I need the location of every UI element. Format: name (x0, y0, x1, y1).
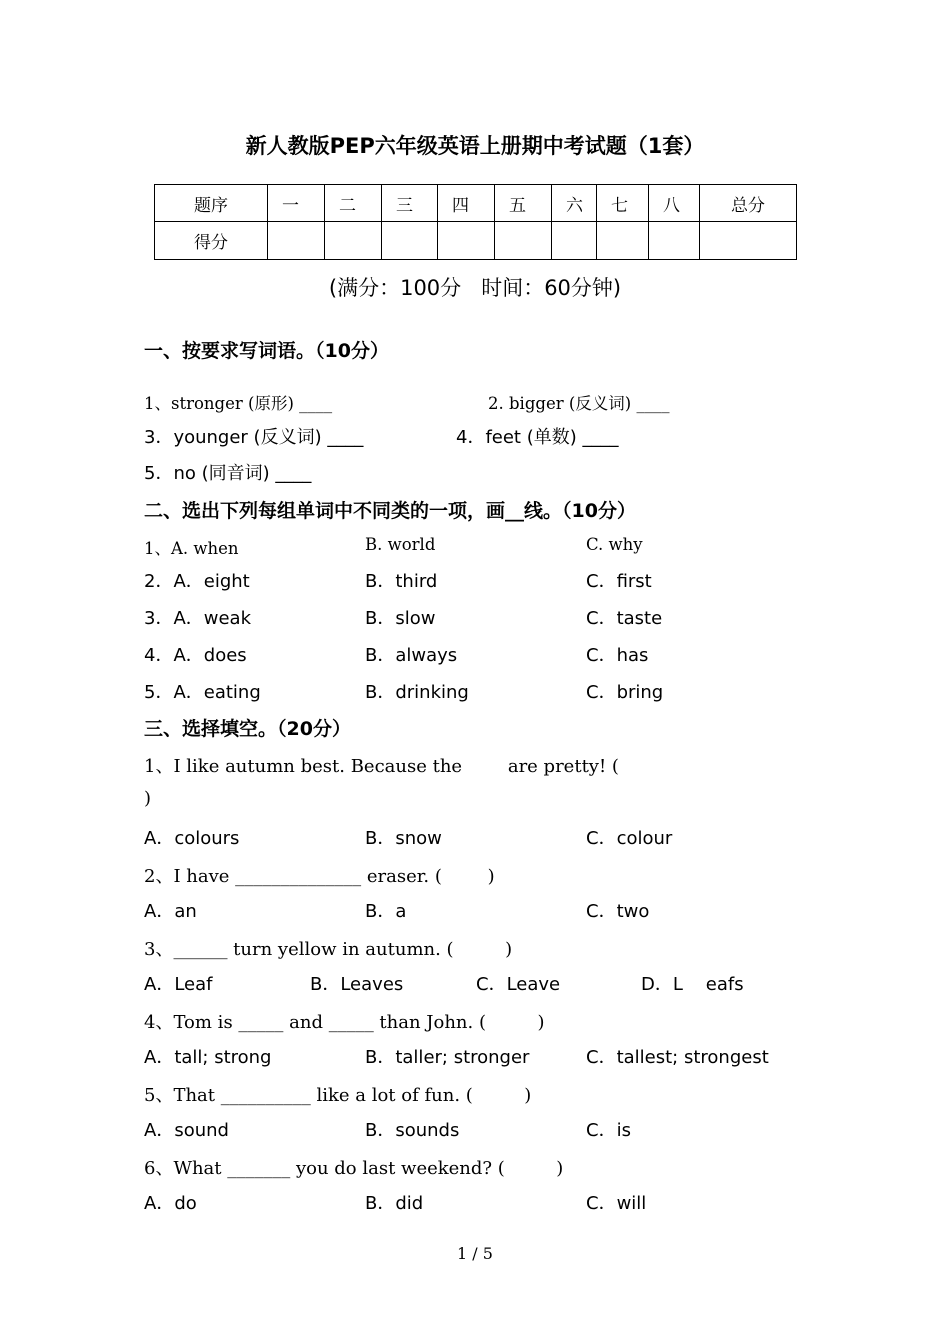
section-3-q2-option-c: C．two (586, 901, 650, 922)
header-cell-3: 三 (382, 185, 438, 222)
header-cell-4: 四 (438, 185, 495, 222)
score-cell[interactable] (438, 222, 495, 260)
section-1-q2: 2. bigger (反义词) ____ (488, 394, 670, 413)
score-cell[interactable] (700, 222, 797, 260)
section-3-q5-option-c: C．is (586, 1120, 631, 1141)
section-2-q3-a: 3．A．weak (144, 608, 252, 629)
header-cell-2: 二 (325, 185, 382, 222)
page-title: 新人教版PEP六年级英语上册期中考试题（1套） (245, 134, 705, 158)
score-cell[interactable] (597, 222, 649, 260)
section-3-q3-option-c: C．Leave (476, 974, 561, 995)
section-2-q1-b: B. world (365, 535, 436, 554)
section-2-q3-c: C．taste (586, 608, 663, 629)
section-2-q2-b: B．third (365, 571, 438, 592)
score-cell[interactable] (382, 222, 438, 260)
section-1-q4: 4．feet (单数) ____ (456, 427, 619, 448)
section-2-q5-a: 5．A．eating (144, 682, 261, 703)
section-3-q5-stem: 5、That __________ like a lot of fun. ( ) (144, 1085, 532, 1106)
header-cell-total: 总分 (700, 185, 797, 222)
section-3-q1-stem-end: ) (144, 788, 152, 809)
section-3-q4-option-a: A．tall; strong (144, 1047, 272, 1068)
section-1-q5: 5．no (同音词) ____ (144, 463, 312, 484)
section-2-q2-a: 2．A．eight (144, 571, 250, 592)
score-cell[interactable] (495, 222, 552, 260)
section-3-q3-option-a: A．Leaf (144, 974, 213, 995)
exam-info: (满分：100分 时间：60分钟) (328, 276, 622, 300)
section-3-q5-option-a: A．sound (144, 1120, 229, 1141)
section-1-q1: 1、stronger (原形) ____ (144, 394, 333, 413)
section-3-q6-option-a: A．do (144, 1193, 197, 1214)
section-2-q2-c: C．first (586, 571, 652, 592)
section-2-q4-b: B．always (365, 645, 458, 666)
section-3-heading: 三、选择填空。（20分） (144, 718, 351, 740)
section-2-q3-b: B．slow (365, 608, 436, 629)
header-cell-8: 八 (649, 185, 700, 222)
section-3-q1-option-c: C．colour (586, 828, 673, 849)
score-cell[interactable] (552, 222, 597, 260)
section-3-q3-option-d: D．L eafs (641, 974, 744, 995)
section-1-heading: 一、按要求写词语。（10分） (144, 340, 389, 362)
section-3-q5-option-b: B．sounds (365, 1120, 460, 1141)
score-cell[interactable] (268, 222, 325, 260)
section-3-q2-option-b: B．a (365, 901, 407, 922)
header-cell-5: 五 (495, 185, 552, 222)
section-3-q4-option-b: B．taller; stronger (365, 1047, 530, 1068)
section-2-q1-c: C. why (586, 535, 643, 554)
section-3-q4-stem: 4、Tom is _____ and _____ than John. ( ) (144, 1012, 545, 1033)
section-3-q4-option-c: C．tallest; strongest (586, 1047, 769, 1068)
section-2-heading: 二、选出下列每组单词中不同类的一项，画__线。（10分） (144, 500, 636, 522)
section-3-q2-stem: 2、I have ______________ eraser. ( ) (144, 866, 495, 887)
section-2-q5-b: B．drinking (365, 682, 469, 703)
header-cell-1: 一 (268, 185, 325, 222)
score-table (154, 184, 797, 260)
header-cell-seq: 题序 (155, 185, 268, 222)
section-2-q4-c: C．has (586, 645, 649, 666)
section-3-q3-option-b: B．Leaves (310, 974, 404, 995)
score-cell[interactable] (325, 222, 382, 260)
header-cell-6: 六 (552, 185, 597, 222)
score-cell[interactable] (649, 222, 700, 260)
section-2-q1-a: 1、A. when (144, 539, 239, 558)
section-3-q1-option-a: A．colours (144, 828, 240, 849)
score-row-label: 得分 (155, 222, 268, 260)
section-1-q3: 3．younger (反义词) ____ (144, 427, 364, 448)
header-cell-7: 七 (597, 185, 649, 222)
section-3-q6-stem: 6、What _______ you do last weekend? ( ) (144, 1158, 564, 1179)
section-3-q6-option-c: C．will (586, 1193, 647, 1214)
page-number: 1 / 5 (457, 1244, 493, 1263)
section-3-q1-option-b: B．snow (365, 828, 442, 849)
section-3-q1-stem: 1、I like autumn best. Because the are pretty! ( (144, 756, 619, 777)
section-3-q2-option-a: A．an (144, 901, 197, 922)
section-2-q4-a: 4．A．does (144, 645, 247, 666)
section-3-q3-stem: 3、______ turn yellow in autumn. ( ) (144, 939, 513, 960)
section-3-q6-option-b: B．did (365, 1193, 424, 1214)
section-2-q5-c: C．bring (586, 682, 664, 703)
